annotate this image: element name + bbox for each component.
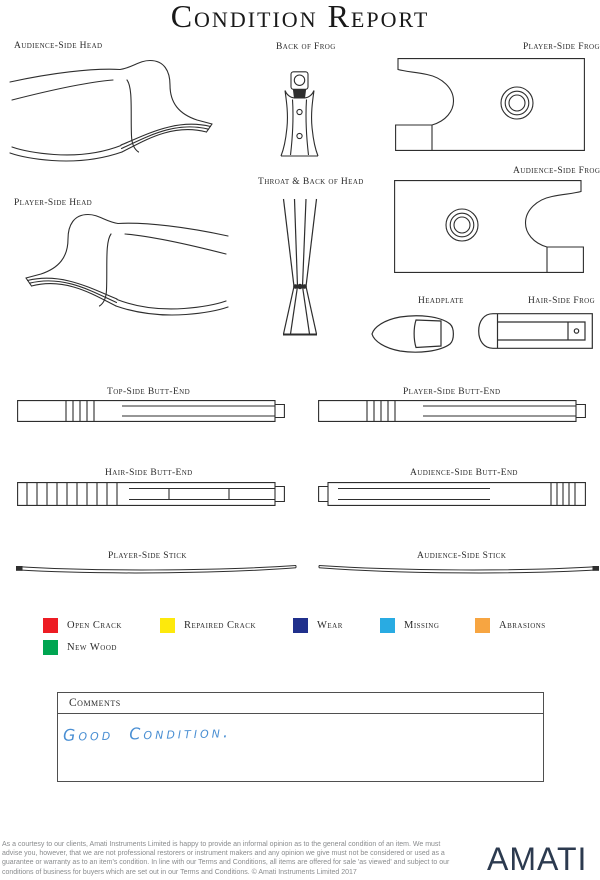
player-side-stick-drawing: [13, 561, 299, 575]
label-audience-side-head: Audience-Side Head: [14, 41, 103, 51]
back-of-frog-drawing: [280, 71, 319, 158]
label-back-of-frog: Back of Frog: [276, 42, 336, 52]
legend-item-new-wood: [43, 639, 117, 655]
legend-label: Abrasions: [499, 619, 546, 631]
disclaimer-text: As a courtesy to our clients, Amati Instruments Limited is happy to provide an informal opinion as to the general condition of an item. We must advise you, however, that we are not professional restorers or instrument makers and any opinion we give must not be considered or used as a guarantee or warranty as to an item's condition. In line with our Terms and Conditions, all items are offered for sale 'as viewed' and subject to our conditions of business for buyers which are set out in our Terms and Conditions. © Amati Instruments Limited 2017: [2, 841, 450, 876]
open-crack-swatch: [43, 618, 58, 633]
audience-side-frog-drawing: [394, 180, 584, 273]
hair-side-frog-drawing: [478, 313, 594, 349]
label-player-side-butt-end: Player-Side Butt-End: [403, 387, 501, 397]
player-side-frog-drawing: [395, 58, 585, 151]
label-hair-side-butt-end: Hair-Side Butt-End: [105, 468, 193, 478]
legend-label: Repaired Crack: [184, 619, 256, 631]
legend-item-wear: [293, 617, 343, 633]
legend-label: Wear: [317, 619, 343, 631]
repaired-crack-swatch: [160, 618, 175, 633]
amati-logo: AMATI: [487, 841, 588, 877]
audience-side-butt-end-drawing: [318, 482, 588, 506]
player-side-head-drawing: [12, 211, 232, 331]
new-wood-swatch: [43, 640, 58, 655]
label-throat-back-of-head: Throat & Back of Head: [258, 177, 364, 187]
label-top-side-butt-end: Top-Side Butt-End: [107, 387, 191, 397]
label-hair-side-frog: Hair-Side Frog: [528, 296, 596, 306]
legend-item-repaired-crack: [160, 617, 256, 633]
legend-label: Open Crack: [67, 619, 122, 631]
legend-label: Missing: [404, 619, 440, 631]
page-title: Condition Report: [170, 0, 430, 34]
hair-side-butt-end-drawing: [17, 482, 287, 506]
label-audience-side-butt-end: Audience-Side Butt-End: [410, 468, 518, 478]
handwritten-note: Good Condition.: [62, 722, 232, 745]
legend-item-missing: [380, 617, 439, 633]
throat-back-of-head-drawing: [280, 198, 320, 340]
label-audience-side-stick: Audience-Side Stick: [417, 551, 507, 561]
headplate-drawing: [370, 312, 458, 356]
legend-label: New Wood: [67, 641, 117, 653]
abrasions-swatch: [475, 618, 490, 633]
legend-item-open-crack: [43, 617, 122, 633]
audience-side-head-drawing: [6, 57, 226, 177]
wear-swatch: [293, 618, 308, 633]
label-player-side-head: Player-Side Head: [14, 198, 93, 208]
comments-box: [57, 692, 544, 782]
missing-swatch: [380, 618, 395, 633]
legend-item-abrasions: [475, 617, 546, 633]
label-headplate: Headplate: [418, 296, 464, 306]
label-player-side-stick: Player-Side Stick: [108, 551, 187, 561]
comments-header: Comments: [58, 693, 543, 714]
label-audience-side-frog: Audience-Side Frog: [513, 166, 600, 176]
audience-side-stick-drawing: [316, 561, 600, 575]
top-side-butt-end-drawing: [17, 400, 287, 422]
label-player-side-frog: Player-Side Frog: [523, 42, 600, 52]
player-side-butt-end-drawing: [318, 400, 588, 422]
